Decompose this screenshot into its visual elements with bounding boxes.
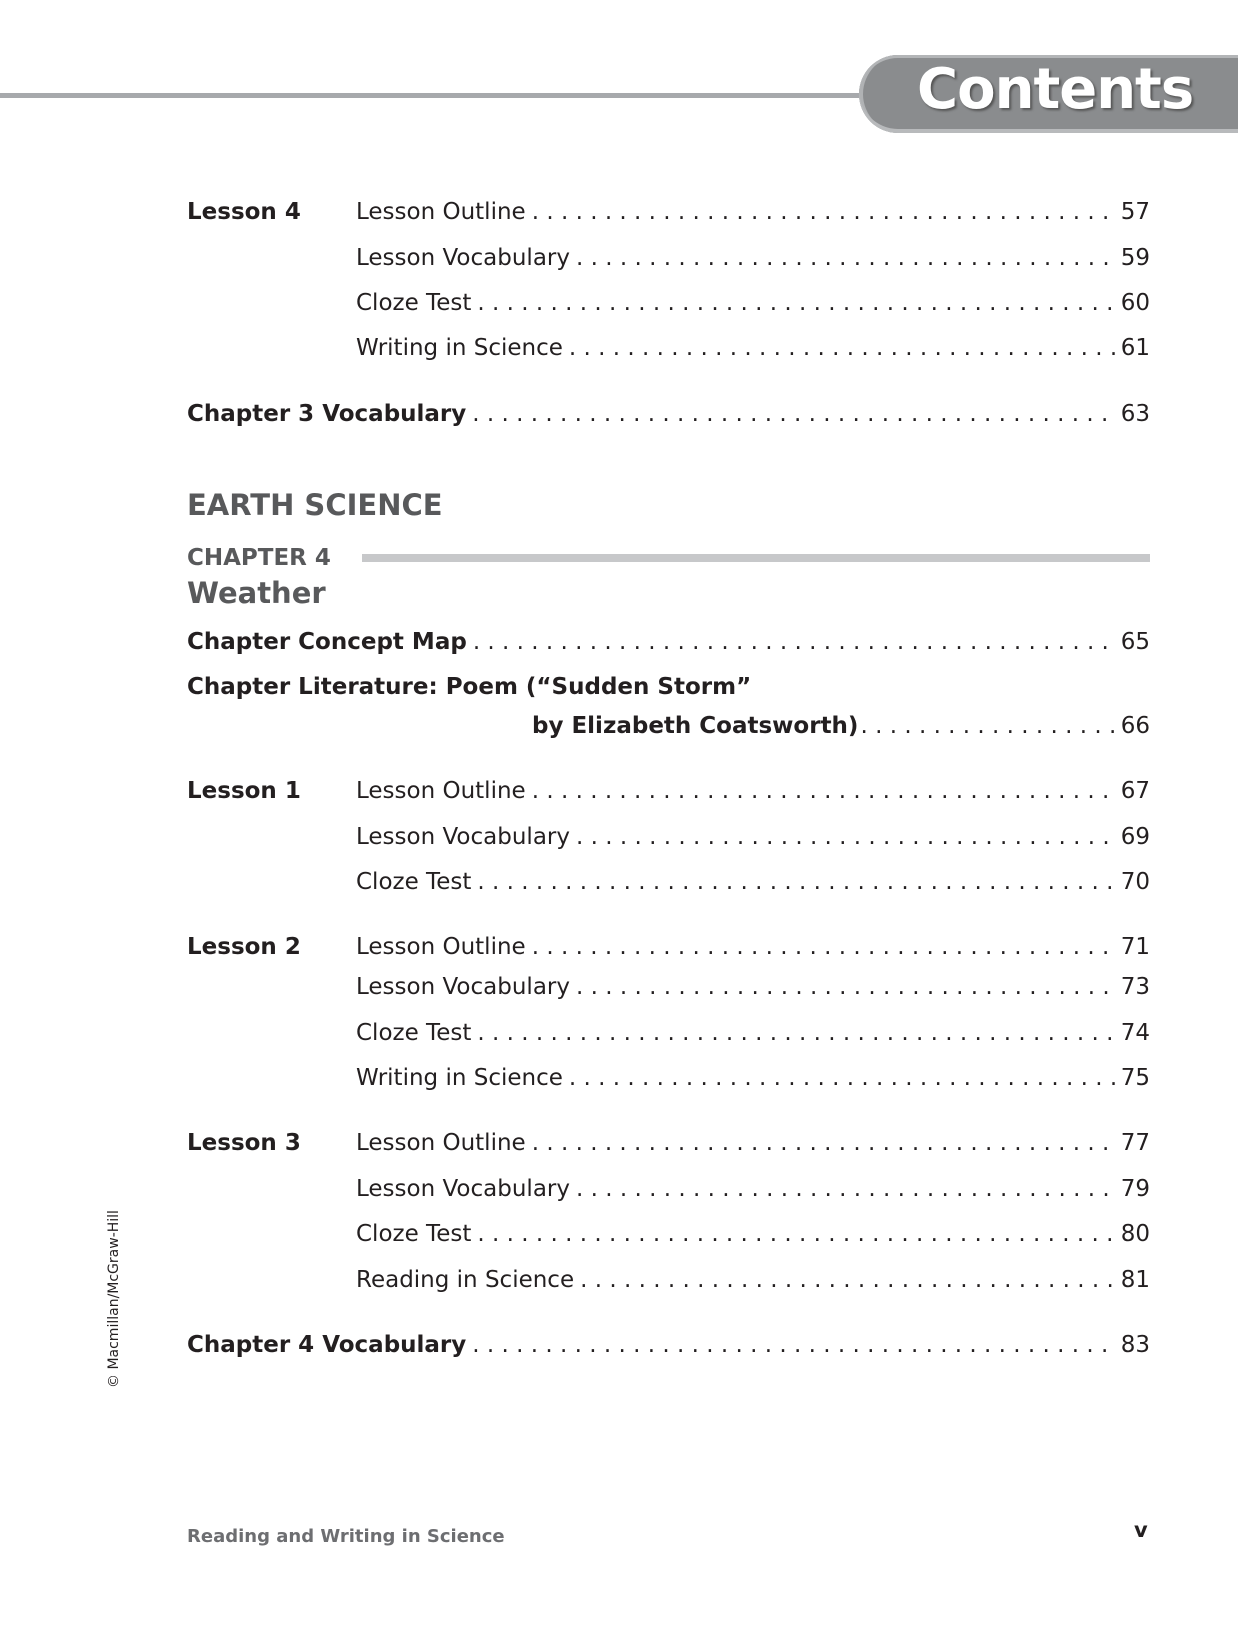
dot-leader <box>580 1265 1115 1295</box>
entry-title: Lesson Vocabulary <box>356 824 570 850</box>
dot-leader <box>477 1219 1114 1249</box>
toc-entry[interactable] <box>356 1265 1150 1295</box>
dot-leader <box>473 627 1115 657</box>
entry-title: Chapter Concept Map <box>187 629 467 655</box>
entry-title: Writing in Science <box>356 1065 563 1091</box>
toc-entry-concept-map[interactable] <box>187 627 1150 657</box>
toc-entry[interactable] <box>356 932 1150 962</box>
entry-title: Cloze Test <box>356 290 472 316</box>
dot-leader <box>472 1330 1114 1360</box>
entry-page: 71 <box>1120 934 1150 960</box>
entry-page: 65 <box>1120 629 1150 655</box>
entry-page: 70 <box>1120 869 1150 895</box>
entry-title: Cloze Test <box>356 869 472 895</box>
page-title: Contents <box>917 57 1194 122</box>
entry-title: Lesson Outline <box>356 934 526 960</box>
entry-title: Lesson Outline <box>356 778 526 804</box>
entry-page: 67 <box>1120 778 1150 804</box>
dot-leader <box>532 1128 1115 1158</box>
dot-leader <box>576 243 1115 273</box>
toc-entry-literature-cont[interactable] <box>532 711 1150 741</box>
toc-entry[interactable] <box>356 333 1150 363</box>
toc-entry[interactable] <box>356 1018 1150 1048</box>
toc-entry[interactable] <box>356 1063 1150 1093</box>
toc-entry[interactable] <box>356 243 1150 273</box>
dot-leader <box>576 822 1115 852</box>
dot-leader <box>569 1063 1115 1093</box>
dot-leader <box>532 197 1115 227</box>
dot-leader <box>477 867 1114 897</box>
entry-title-line1: Chapter Literature: Poem (“Sudden Storm” <box>187 674 752 700</box>
chapter-label: CHAPTER 4 <box>187 545 331 571</box>
lesson-label: Lesson 3 <box>187 1130 301 1156</box>
entry-title: Lesson Outline <box>356 1130 526 1156</box>
dot-leader <box>576 1174 1115 1204</box>
dot-leader <box>477 288 1114 318</box>
header-rule <box>0 93 880 98</box>
entry-page: 83 <box>1120 1332 1150 1358</box>
chapter-title: Weather <box>187 576 326 610</box>
lesson-label: Lesson 1 <box>187 778 301 804</box>
dot-leader <box>860 711 1114 741</box>
dot-leader <box>569 333 1115 363</box>
entry-page: 57 <box>1120 199 1150 225</box>
dot-leader <box>576 972 1115 1002</box>
toc-entry[interactable] <box>356 197 1150 227</box>
entry-title: Chapter 4 Vocabulary <box>187 1332 467 1358</box>
entry-page: 63 <box>1120 401 1150 427</box>
entry-page: 73 <box>1120 974 1150 1000</box>
entry-title: Chapter 3 Vocabulary <box>187 401 467 427</box>
dot-leader <box>472 399 1114 429</box>
toc-entry[interactable] <box>356 1219 1150 1249</box>
entry-page: 60 <box>1120 290 1150 316</box>
entry-title: Lesson Vocabulary <box>356 245 570 271</box>
entry-page: 61 <box>1120 335 1150 361</box>
entry-page: 81 <box>1120 1267 1150 1293</box>
entry-title-line2: by Elizabeth Coatsworth) <box>532 713 859 739</box>
dot-leader <box>477 1018 1114 1048</box>
toc-entry[interactable] <box>356 972 1150 1002</box>
entry-page: 75 <box>1120 1065 1150 1091</box>
entry-title: Cloze Test <box>356 1020 472 1046</box>
chapter-rule <box>362 554 1150 562</box>
entry-page: 80 <box>1120 1221 1150 1247</box>
dot-leader <box>532 932 1115 962</box>
lesson-label: Lesson 4 <box>187 199 301 225</box>
entry-title: Lesson Outline <box>356 199 526 225</box>
contents-tab <box>859 55 1238 133</box>
toc-entry[interactable] <box>356 822 1150 852</box>
entry-title: Lesson Vocabulary <box>356 1176 570 1202</box>
toc-entry-chapter3-vocabulary[interactable] <box>187 399 1150 429</box>
entry-page: 77 <box>1120 1130 1150 1156</box>
entry-title: Cloze Test <box>356 1221 472 1247</box>
entry-page: 74 <box>1120 1020 1150 1046</box>
toc-entry[interactable] <box>356 288 1150 318</box>
entry-page: 69 <box>1120 824 1150 850</box>
entry-title: Reading in Science <box>356 1267 575 1293</box>
toc-entry-chapter4-vocabulary[interactable] <box>187 1330 1150 1360</box>
dot-leader <box>532 776 1115 806</box>
entry-title: Lesson Vocabulary <box>356 974 570 1000</box>
toc-entry[interactable] <box>356 867 1150 897</box>
toc-entry[interactable] <box>356 1128 1150 1158</box>
footer-book-title: Reading and Writing in Science <box>187 1526 505 1547</box>
toc-entry-literature[interactable] <box>187 672 1150 702</box>
lesson-label: Lesson 2 <box>187 934 301 960</box>
toc-entry[interactable] <box>356 1174 1150 1204</box>
toc-entry[interactable] <box>356 776 1150 806</box>
entry-title: Writing in Science <box>356 335 563 361</box>
entry-page: 79 <box>1120 1176 1150 1202</box>
entry-page: 59 <box>1120 245 1150 271</box>
entry-page: 66 <box>1120 713 1150 739</box>
page-number: v <box>1134 1518 1148 1542</box>
copyright-notice: © Macmillan/McGraw-Hill <box>106 1210 122 1388</box>
section-heading: EARTH SCIENCE <box>187 488 443 522</box>
